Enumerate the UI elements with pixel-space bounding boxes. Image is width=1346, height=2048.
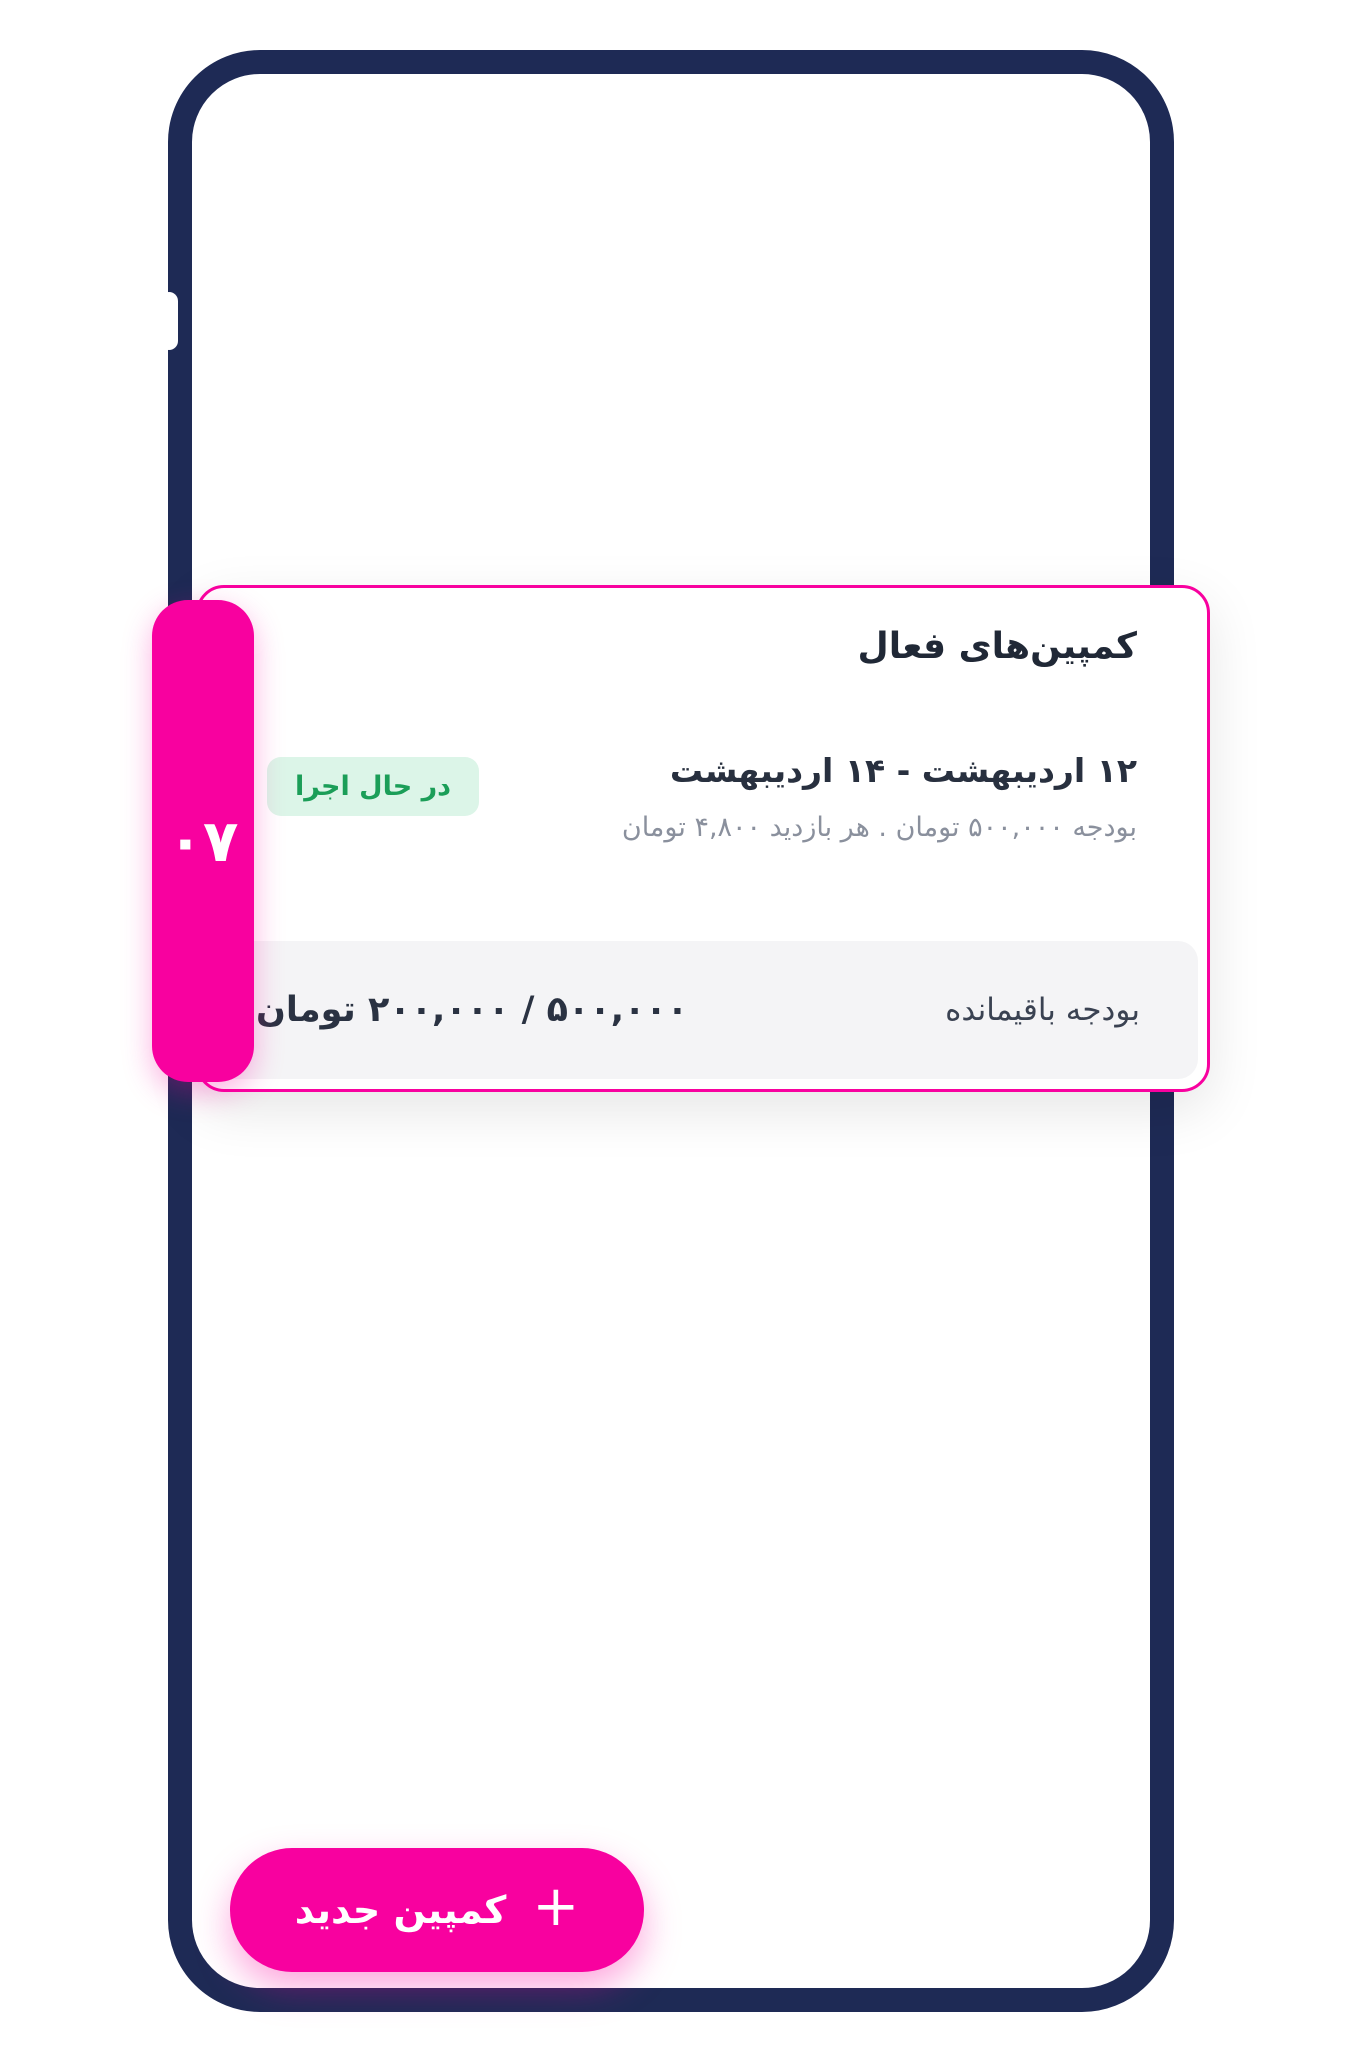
remaining-budget-value: ۵۰۰,۰۰۰ / ۲۰۰,۰۰۰ تومان [256,990,689,1030]
new-campaign-button[interactable] [230,1848,644,1972]
campaign-row-actions [225,757,479,816]
status-badge-running: در حال اجرا [267,757,479,816]
active-campaign-row[interactable] [225,751,1137,843]
plus-icon: + [532,1874,580,1939]
active-campaigns-heading: کمپین‌های فعال [857,626,1137,667]
phone-side-notch [160,292,178,350]
onboarding-step-badge: ۰۷ [152,600,254,1082]
remaining-budget-label: بودجه باقیمانده [945,992,1140,1028]
campaign-title: ۱۲ اردیبهشت - ۱۴ اردیبهشت [669,751,1137,790]
active-campaign-text [622,751,1137,843]
campaign-meta: بودجه ۵۰۰,۰۰۰ تومان . هر بازدید ۴,۸۰۰ تومان [621,812,1137,843]
active-campaigns-panel [196,585,1210,1092]
new-campaign-label: کمپین جدید [294,1888,507,1932]
remaining-budget-bar [208,941,1198,1079]
